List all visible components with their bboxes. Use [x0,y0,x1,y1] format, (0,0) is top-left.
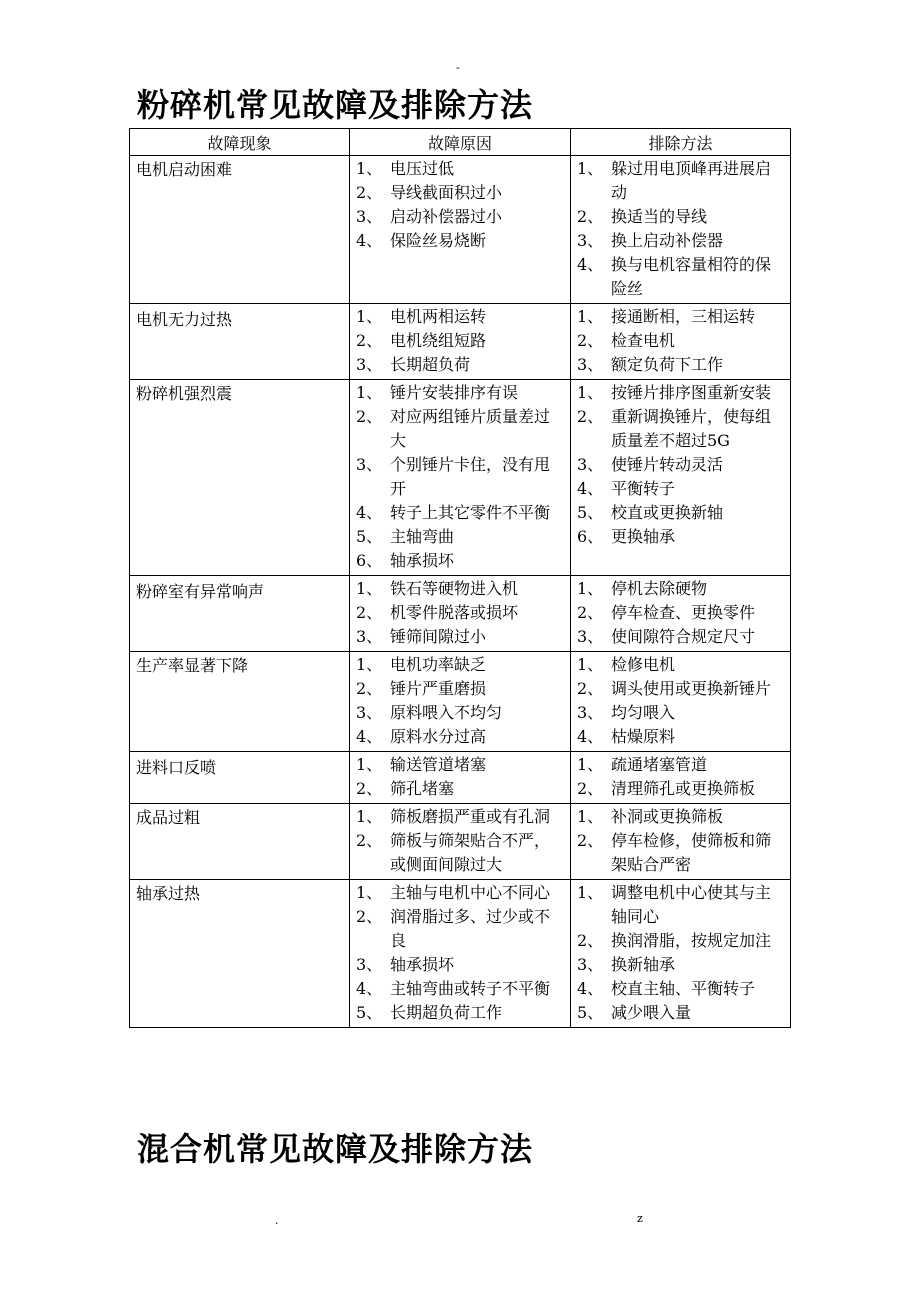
list-item [356,805,565,829]
item-text: 检修电机 [611,655,676,674]
item-text: 导线截面积过小 [390,183,503,202]
list-item [356,305,565,329]
item-number: 3、 [356,627,383,646]
item-number: 1、 [356,755,383,774]
item-text: 筛板与筛架贴合不严，或侧面间隙过大 [390,831,551,874]
item-text: 润滑脂过多、过少或不良 [390,907,551,950]
remedy-list [577,881,785,1025]
item-number: 4、 [356,503,383,522]
item-text: 输送管道堵塞 [390,755,487,774]
item-text: 保险丝易烧断 [390,231,487,250]
item-text: 机零件脱落或损坏 [390,603,519,622]
item-text: 锤筛间隙过小 [390,627,487,646]
list-item [356,525,565,549]
item-text: 主轴与电机中心不同心 [390,883,551,902]
section-title-mixer: 混合机常见故障及排除方法 [137,1130,534,1168]
item-number: 2、 [356,831,383,850]
fault-remedies-cell [571,576,791,652]
item-text: 铁石等硬物进入机 [390,579,519,598]
list-item [577,305,785,329]
fault-causes-cell [350,804,571,880]
item-text: 校直主轴、平衡转子 [611,979,756,998]
list-item [577,881,785,929]
column-header-symptom: 故障现象 [130,129,350,156]
table-header-row [130,129,791,156]
item-number: 3、 [356,455,383,474]
list-item [577,253,785,301]
item-text: 使间隙符合规定尺寸 [611,627,756,646]
item-number: 4、 [577,255,604,274]
list-item [356,353,565,377]
remedy-list [577,753,785,801]
item-number: 1、 [356,579,383,598]
item-text: 清理筛孔或更换筛板 [611,779,756,798]
footer-mark-left: . [275,1214,279,1227]
list-item [356,229,565,253]
item-number: 3、 [577,703,604,722]
fault-remedies-cell [571,880,791,1028]
item-number: 2、 [356,331,383,350]
table-row [130,576,791,652]
fault-remedies-cell [571,380,791,576]
list-item [577,929,785,953]
item-text: 减少喂入量 [611,1003,692,1022]
item-text: 均匀喂入 [611,703,676,722]
list-item [356,829,565,877]
item-number: 1、 [356,655,383,674]
item-number: 2、 [356,779,383,798]
item-number: 1、 [356,383,383,402]
table-row [130,804,791,880]
item-text: 检查电机 [611,331,676,350]
list-item [577,353,785,377]
table-row [130,304,791,380]
fault-symptom: 粉碎室有异常响声 [130,576,350,652]
fault-symptom: 轴承过热 [130,880,350,1028]
item-number: 4、 [577,727,604,746]
item-text: 主轴弯曲 [390,527,455,546]
item-number: 4、 [356,231,383,250]
item-text: 电机绕组短路 [390,331,487,350]
item-number: 2、 [577,207,604,226]
item-number: 5、 [356,527,383,546]
item-number: 1、 [356,159,383,178]
item-number: 1、 [577,807,604,826]
column-header-cause: 故障原因 [350,129,571,156]
item-text: 补洞或更换筛板 [611,807,724,826]
item-text: 校直或更换新轴 [611,503,724,522]
list-item [356,905,565,953]
list-item [577,977,785,1001]
fault-causes-cell [350,752,571,804]
item-number: 2、 [356,407,383,426]
list-item [577,677,785,701]
item-number: 5、 [356,1003,383,1022]
cause-list [356,805,565,877]
item-text: 个别锤片卡住，没有甩开 [390,455,551,498]
item-text: 原料喂入不均匀 [390,703,503,722]
item-number: 3、 [577,455,604,474]
item-text: 换上启动补偿器 [611,231,724,250]
cause-list [356,381,565,573]
item-number: 1、 [356,307,383,326]
item-number: 2、 [577,831,604,850]
list-item [356,501,565,525]
fault-symptom: 生产率显著下降 [130,652,350,752]
item-number: 3、 [356,703,383,722]
item-text: 轴承损坏 [390,955,455,974]
item-number: 1、 [356,883,383,902]
fault-symptom: 电机启动困难 [130,156,350,304]
list-item [577,829,785,877]
item-text: 调头使用或更换新锤片 [611,679,772,698]
item-number: 2、 [356,603,383,622]
header-mark: - [456,61,460,74]
item-text: 枯燥原料 [611,727,676,746]
item-number: 2、 [577,603,604,622]
item-number: 3、 [356,207,383,226]
table-row [130,156,791,304]
item-text: 轴承损坏 [390,551,455,570]
item-text: 调整电机中心使其与主轴同心 [611,883,772,926]
item-text: 使锤片转动灵活 [611,455,724,474]
item-text: 停机去除硬物 [611,579,708,598]
list-item [356,157,565,181]
fault-causes-cell [350,156,571,304]
item-number: 3、 [577,627,604,646]
list-item [356,329,565,353]
list-item [356,205,565,229]
item-text: 长期超负荷 [390,355,471,374]
list-item [577,453,785,477]
list-item [356,653,565,677]
fault-causes-cell [350,380,571,576]
item-text: 更换轴承 [611,527,676,546]
item-text: 锤片安装排序有误 [390,383,519,402]
item-text: 主轴弯曲或转子不平衡 [390,979,551,998]
item-text: 电压过低 [390,159,455,178]
item-text: 筛板磨损严重或有孔洞 [390,807,551,826]
item-number: 1、 [356,807,383,826]
item-text: 躲过用电顶峰再进展启动 [611,159,772,202]
fault-symptom: 粉碎机强烈震 [130,380,350,576]
remedy-list [577,653,785,749]
list-item [577,577,785,601]
list-item [577,381,785,405]
list-item [356,881,565,905]
list-item [577,205,785,229]
remedy-list [577,577,785,649]
list-item [577,405,785,453]
item-number: 3、 [577,355,604,374]
item-text: 锤片严重磨损 [390,679,487,698]
table-row [130,752,791,804]
item-text: 平衡转子 [611,479,676,498]
item-text: 停车检修，使筛板和筛架贴合严密 [611,831,772,874]
remedy-list [577,381,785,549]
remedy-list [577,805,785,877]
item-number: 2、 [356,183,383,202]
list-item [356,977,565,1001]
item-text: 长期超负荷工作 [390,1003,503,1022]
list-item [577,625,785,649]
item-number: 2、 [577,779,604,798]
fault-causes-cell [350,304,571,380]
list-item [577,805,785,829]
list-item [577,525,785,549]
item-number: 5、 [577,503,604,522]
item-number: 1、 [577,655,604,674]
fault-causes-cell [350,880,571,1028]
item-number: 4、 [356,979,383,998]
item-number: 4、 [356,727,383,746]
item-number: 1、 [577,579,604,598]
fault-symptom: 进料口反喷 [130,752,350,804]
item-text: 原料水分过高 [390,727,487,746]
list-item [356,453,565,501]
item-number: 1、 [577,883,604,902]
list-item [577,753,785,777]
item-text: 按锤片排序图重新安装 [611,383,772,402]
table-row [130,880,791,1028]
fault-remedies-cell [571,156,791,304]
footer-mark-right: z [637,1212,643,1225]
table-row [130,380,791,576]
item-number: 3、 [356,955,383,974]
item-number: 1、 [577,159,604,178]
fault-causes-cell [350,652,571,752]
list-item [356,577,565,601]
item-number: 3、 [577,955,604,974]
item-text: 转子上其它零件不平衡 [390,503,551,522]
item-number: 2、 [356,907,383,926]
list-item [356,677,565,701]
list-item [577,1001,785,1025]
item-number: 2、 [356,679,383,698]
item-text: 电机两相运转 [390,307,487,326]
list-item [577,777,785,801]
item-number: 5、 [577,1003,604,1022]
item-text: 换适当的导线 [611,207,708,226]
item-number: 3、 [356,355,383,374]
list-item [577,953,785,977]
list-item [356,725,565,749]
cause-list [356,305,565,377]
cause-list [356,881,565,1025]
item-text: 换与电机容量相符的保险丝 [611,255,772,298]
item-number: 4、 [577,479,604,498]
item-text: 重新调换锤片，使每组质量差不超过5G [611,407,772,450]
item-text: 接通断相，三相运转 [611,307,756,326]
item-text: 换新轴承 [611,955,676,974]
fault-table [129,128,791,1028]
item-number: 3、 [577,231,604,250]
list-item [577,601,785,625]
list-item [356,953,565,977]
item-text: 电机功率缺乏 [390,655,487,674]
list-item [577,653,785,677]
item-number: 1、 [577,307,604,326]
list-item [356,753,565,777]
list-item [577,725,785,749]
item-number: 4、 [577,979,604,998]
remedy-list [577,305,785,377]
cause-list [356,157,565,253]
list-item [356,381,565,405]
item-number: 1、 [577,383,604,402]
list-item [356,181,565,205]
fault-symptom: 电机无力过热 [130,304,350,380]
fault-symptom: 成品过粗 [130,804,350,880]
item-number: 6、 [356,551,383,570]
list-item [577,477,785,501]
item-number: 1、 [577,755,604,774]
item-text: 额定负荷下工作 [611,355,724,374]
fault-causes-cell [350,576,571,652]
cause-list [356,577,565,649]
item-number: 2、 [577,679,604,698]
table-row [130,652,791,752]
item-text: 停车检查、更换零件 [611,603,756,622]
list-item [577,329,785,353]
item-text: 对应两组锤片质量差过大 [390,407,551,450]
list-item [356,701,565,725]
item-text: 换润滑脂，按规定加注 [611,931,772,950]
list-item [577,501,785,525]
list-item [356,777,565,801]
item-number: 6、 [577,527,604,546]
item-number: 2、 [577,931,604,950]
item-number: 2、 [577,331,604,350]
list-item [356,625,565,649]
list-item [356,405,565,453]
list-item [577,157,785,205]
cause-list [356,653,565,749]
item-text: 启动补偿器过小 [390,207,503,226]
list-item [356,1001,565,1025]
fault-remedies-cell [571,804,791,880]
item-number: 2、 [577,407,604,426]
list-item [577,701,785,725]
fault-remedies-cell [571,304,791,380]
list-item [356,601,565,625]
fault-table-body [130,156,791,1028]
fault-remedies-cell [571,752,791,804]
remedy-list [577,157,785,301]
cause-list [356,753,565,801]
list-item [577,229,785,253]
section-title-crusher: 粉碎机常见故障及排除方法 [137,86,534,124]
list-item [356,549,565,573]
fault-remedies-cell [571,652,791,752]
item-text: 筛孔堵塞 [390,779,455,798]
column-header-remedy: 排除方法 [571,129,791,156]
item-text: 疏通堵塞管道 [611,755,708,774]
